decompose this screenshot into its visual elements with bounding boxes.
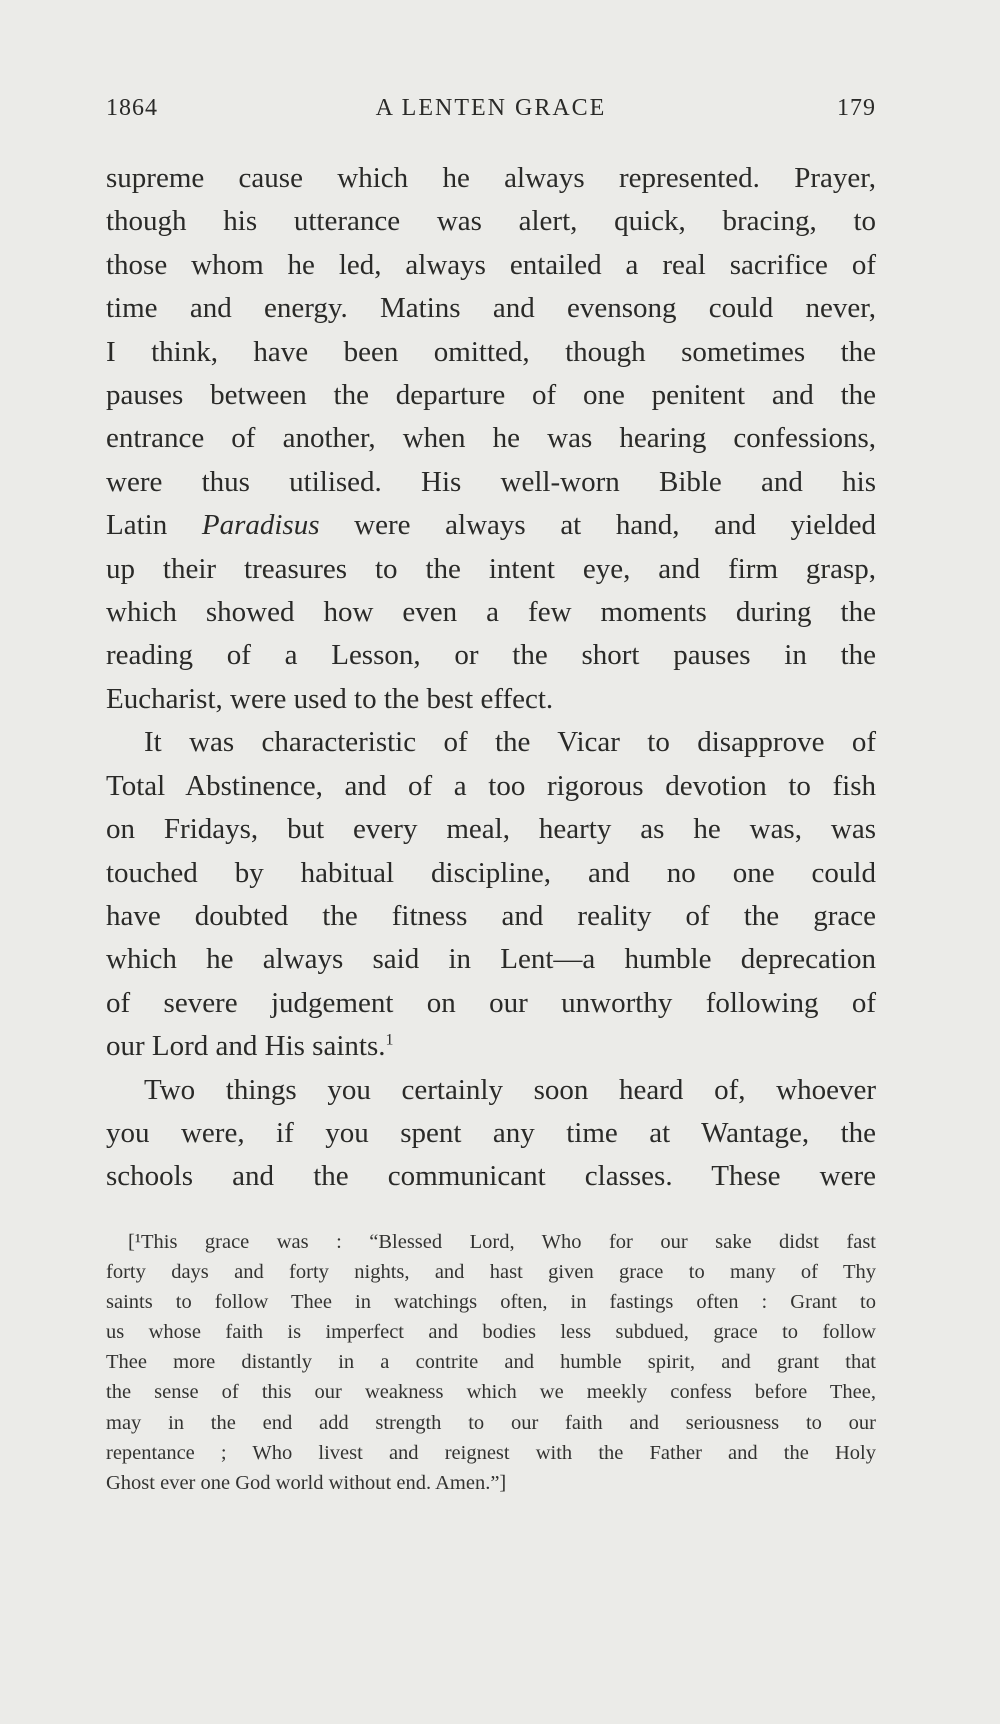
- body-line: schools and the communicant classes. These were: [106, 1160, 876, 1193]
- footnote-line: Ghost ever one God world without end. Amen.”]: [106, 1471, 507, 1494]
- body-line: pauses between the departure of one penitent and the: [106, 379, 876, 412]
- footnote-line: [¹This grace was : “Blessed Lord, Who for our sake didst fast: [128, 1231, 876, 1253]
- body-line: were thus utilised. His well-worn Bible and his: [106, 465, 876, 498]
- body-line: entrance of another, when he was hearing confessions,: [106, 422, 876, 455]
- body-line: touched by habitual discipline, and no one could: [106, 856, 876, 889]
- body-line: which he always said in Lent—a humble deprecation: [106, 943, 876, 976]
- body-line: on Fridays, but every meal, hearty as he was, was: [106, 813, 876, 846]
- body-line-text: our Lord and His saints.: [106, 1030, 386, 1063]
- footnote-line: may in the end add strength to our faith and seriousness to our: [106, 1411, 876, 1434]
- running-head-year: 1864: [106, 95, 158, 121]
- body-line: time and energy. Matins and evensong could never,: [106, 292, 876, 325]
- body-line: of severe judgement on our unworthy following of: [106, 986, 876, 1019]
- body-line: which showed how even a few moments during the: [106, 596, 876, 629]
- body-line: I think, have been omitted, though sometimes the: [106, 335, 876, 368]
- body-text: [106, 157, 876, 1199]
- page-number: 179: [837, 95, 876, 121]
- body-line: you were, if you spent any time at Wantage, the: [106, 1116, 876, 1149]
- body-line-rest: were always at hand, and yielded: [354, 509, 877, 542]
- body-line: Total Abstinence, and of a too rigorous devotion to fish: [106, 769, 876, 802]
- footnote-line: the sense of this our weakness which we meekly confess before Thee,: [106, 1381, 876, 1404]
- footnote-line: Thee more distantly in a contrite and humble spirit, and grant that: [106, 1351, 876, 1374]
- footnote-line: us whose faith is imperfect and bodies less subdued, grace to follow: [106, 1321, 876, 1344]
- body-line-with-footnote-ref: [106, 1025, 876, 1068]
- body-line: supreme cause which he always represented. Prayer,: [106, 162, 876, 194]
- body-line: though his utterance was alert, quick, bracing, to: [106, 205, 876, 238]
- body-line: have doubted the fitness and reality of the grace: [106, 899, 876, 932]
- body-line: reading of a Lesson, or the short pauses in the: [106, 639, 876, 672]
- footnote-line: saints to follow Thee in watchings often, in fastings often : Grant to: [106, 1291, 876, 1314]
- footnote: [106, 1227, 876, 1498]
- body-line: those whom he led, always entailed a real sacrifice of: [106, 248, 876, 281]
- body-line: It was characteristic of the Vicar to disapprove of: [144, 726, 876, 759]
- body-line-prefix: Latin: [106, 509, 168, 542]
- body-line-with-italic: [106, 504, 876, 547]
- footnote-line: forty days and forty nights, and hast given grace to many of Thy: [106, 1261, 876, 1284]
- footnote-reference[interactable]: 1: [385, 1031, 394, 1049]
- running-head: [106, 95, 876, 127]
- body-line: up their treasures to the intent eye, and firm grasp,: [106, 552, 876, 585]
- italic-book-title: Paradisus: [201, 509, 320, 542]
- footnote-line: repentance ; Who livest and reignest with the Father and the Holy: [106, 1441, 876, 1464]
- body-line: Eucharist, were used to the best effect.: [106, 682, 554, 715]
- body-line: Two things you certainly soon heard of, whoever: [144, 1073, 876, 1106]
- running-head-title: A LENTEN GRACE: [375, 95, 607, 121]
